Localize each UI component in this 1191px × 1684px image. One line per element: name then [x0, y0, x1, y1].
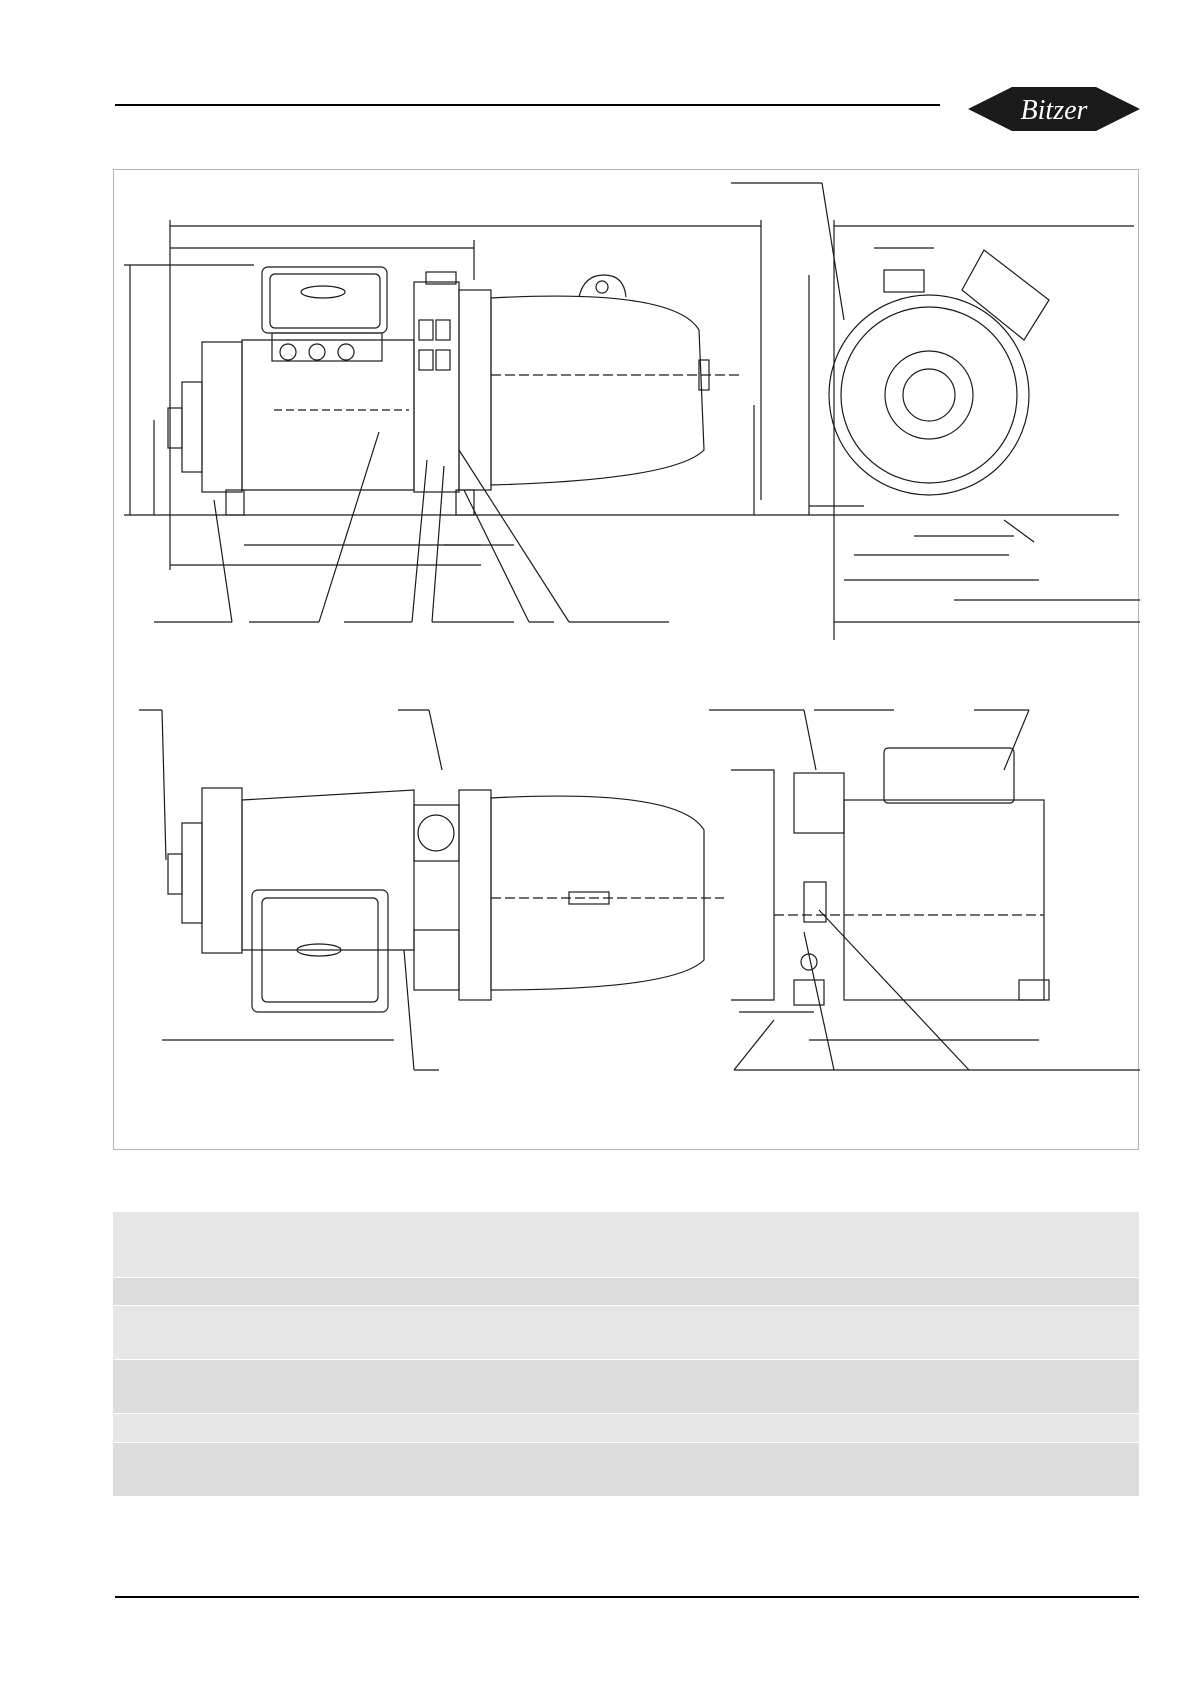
table-row	[113, 1360, 1139, 1414]
table-row	[113, 1443, 1139, 1497]
rear-view-drawing	[709, 710, 1140, 1070]
end-view-drawing	[731, 183, 1140, 640]
side-view-drawing	[124, 220, 814, 622]
table-row	[113, 1306, 1139, 1360]
header-rule	[115, 104, 940, 106]
svg-text:Bitzer: Bitzer	[1020, 95, 1088, 126]
bitzer-logo	[968, 81, 1140, 137]
technical-drawing-frame	[113, 169, 1139, 1150]
table-row	[113, 1278, 1139, 1306]
footer-rule	[115, 1596, 1139, 1598]
table-row	[113, 1212, 1139, 1278]
top-view-drawing	[139, 710, 724, 1070]
data-table	[113, 1212, 1139, 1497]
table-row	[113, 1414, 1139, 1443]
